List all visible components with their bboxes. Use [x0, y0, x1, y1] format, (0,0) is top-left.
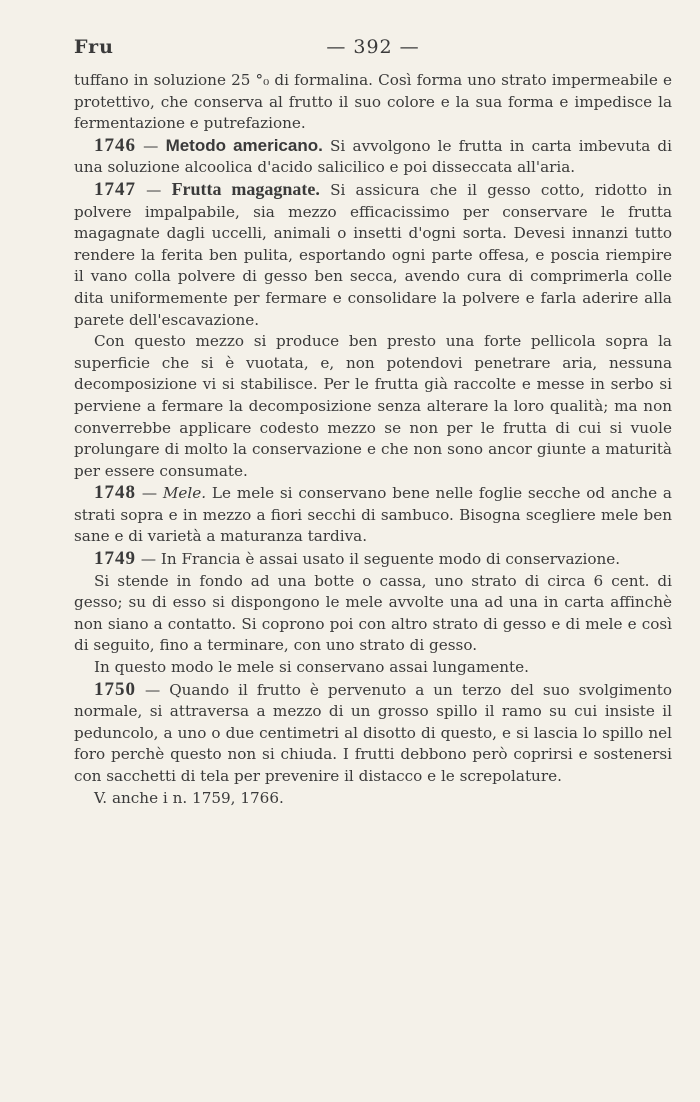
entry-text: Quando il frutto è pervenuto a un terzo del suo svolgimento normale, si attraversa a mezzo di un grosso spillo il ramo su cui insiste il peduncolo, a uno o due centimetri al disotto di questo, e si lascia lo spillo nel foro perchè questo non si chiuda. I frutti debbono però coprirsi e sostenersi con sacchetti di tela per prevenire il distacco e le screpolature. — [74, 680, 673, 785]
entry-title: Metodo americano. — [165, 135, 323, 155]
entry-text: Si assicura che il gesso cotto, ridotto in polvere impalpabile, sia mezzo efficacissimo per conservare le frutta magagnate dagli uccelli, animali o insetti d'ogni sorta. Devesi innanzi tutto rendere la ferita ben pulita, esportando ogni parte offesa, e poscia riempire il vano colla polvere di gesso ben secca, avendo cura di comprimerla colle dita uniformemente per fermare e consolidare la polvere e farla aderire alla parete dell'escavazione. — [74, 180, 672, 329]
entry-title: Frutta magagnate. — [171, 178, 320, 199]
entry-dash: — — [136, 484, 163, 503]
entry-number: 1747 — [94, 178, 136, 200]
entry-1750 — [74, 679, 672, 788]
entry-dash: — — [136, 180, 172, 199]
entry-text: Si avvolgono le frutta in carta imbevuta di una soluzione alcoolica d'acido salicilico e poi disseccata all'aria. — [74, 136, 673, 177]
entry-1748 — [74, 482, 672, 548]
entry-dash: — — [136, 550, 161, 569]
page-number: — 392 — — [326, 36, 420, 58]
running-head: Fru — [74, 36, 114, 58]
entry-1749 — [74, 548, 672, 571]
entry-dash: — — [136, 136, 166, 155]
paragraph: Con questo mezzo si produce ben presto una forte pellicola sopra la superficie che si è vuotata, e, non potendovi penetrare aria, nessuna decomposizione vi si stabilisce. Per le frutta già raccolte e messe in serbo si perviene a fermare la decomposizione senza alterare la loro qualità; ma non converrebbe applicare codesto mezzo se non per le frutta di cui si vuole prolungare di molto la conservazione e che non sono ancor giunte a maturità per essere consumate. — [74, 332, 672, 480]
paragraph: In questo modo le mele si conservano assai lungamente. — [94, 658, 529, 677]
entry-number: 1746 — [94, 134, 136, 156]
paragraph-continued: tuffano in soluzione 25 °₀ di formalina. Così forma uno strato impermeabile e protettivo, che conserva al frutto il suo colore e la sua forma e impedisce la fermentazione e putrefazione. — [74, 71, 672, 133]
entry-number: 1750 — [94, 678, 136, 700]
entry-text: Le mele si conservano bene nelle foglie secche od anche a strati sopra e in mezzo a fiori secchi di sambuco. Bisogna scegliere mele ben sane e di varietà a maturanza tardiva. — [74, 484, 672, 546]
body-text — [74, 70, 672, 809]
page-header — [74, 30, 672, 70]
entry-number: 1749 — [94, 548, 136, 570]
entry-number: 1748 — [94, 482, 136, 504]
entry-text: In Francia è assai usato il seguente modo di conservazione. — [160, 550, 621, 569]
entry-dash: — — [136, 680, 170, 699]
page — [74, 30, 672, 809]
entry-title: Mele. — [162, 484, 207, 503]
paragraph: Si stende in fondo ad una botte o cassa, uno strato di circa 6 cent. di gesso; su di esso si dispongono le mele avvolte una ad una in carta affinchè non siano a contatto. Si coprono poi con altro strato di gesso e di mele e così di seguito, fino a terminare, con uno strato di gesso. — [74, 571, 672, 655]
entry-1747 — [74, 179, 672, 331]
see-also: V. anche i n. 1759, 1766. — [94, 788, 284, 807]
entry-1746 — [74, 135, 672, 179]
